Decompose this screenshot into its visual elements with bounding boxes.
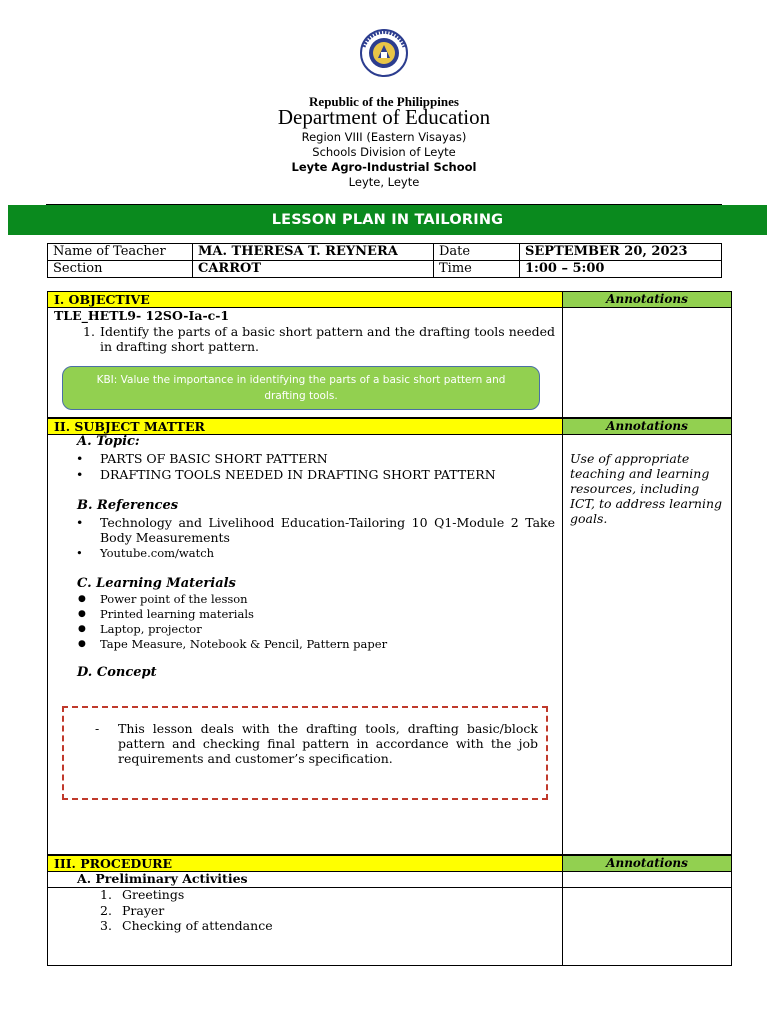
preliminary-annotation-cell (562, 871, 732, 888)
material-item: ● Laptop, projector (78, 622, 202, 636)
date-value: SEPTEMBER 20, 2023 (520, 244, 722, 261)
step-item: Checking of attendance (122, 918, 273, 933)
school-location: Leyte, Leyte (348, 175, 420, 189)
teacher-info-table (47, 243, 722, 278)
school-name: Leyte Agro-Industrial School (291, 160, 477, 174)
step-item: Prayer (122, 903, 165, 918)
objective-item-number: 1. (83, 324, 95, 339)
objective-annotations-cell (562, 307, 732, 418)
division-line: Schools Division of Leyte (312, 145, 456, 159)
steps-annotation-cell (562, 887, 732, 966)
reference-item: • Technology and Livelihood Education-Tailoring 10 Q1-Module 2 Take Body Measurements (100, 515, 555, 545)
department-title: Department of Education (277, 105, 491, 129)
material-item: ● Printed learning materials (78, 607, 254, 621)
material-text: Printed learning materials (100, 607, 254, 621)
subject-annotation-text: Use of appropriate teaching and learning resources, including ICT, to address learning goals. (570, 451, 723, 526)
objective-item: Identify the parts of a basic short pattern and the drafting tools needed in drafting short pattern. (100, 324, 555, 354)
material-item: ● Tape Measure, Notebook & Pencil, Pattern paper (78, 637, 388, 651)
objective-heading: I. OBJECTIVE (47, 291, 563, 308)
step-number: 1. (100, 887, 112, 902)
section-label: Section (48, 261, 193, 278)
procedure-annotations-header: Annotations (562, 855, 732, 872)
subject-annotations-header: Annotations (562, 418, 732, 435)
topic-item: • DRAFTING TOOLS NEEDED IN DRAFTING SHORT PATTERN (100, 467, 496, 482)
material-text: Power point of the lesson (100, 592, 248, 606)
step-number: 3. (100, 918, 112, 933)
date-label: Date (434, 244, 520, 261)
republic-line: Republic of the Philippines (309, 94, 459, 109)
time-value: 1:00 – 5:00 (520, 261, 722, 278)
concept-label: D. Concept (77, 665, 157, 680)
reference-item: • Youtube.com/watch (100, 546, 214, 561)
subject-matter-heading: II. SUBJECT MATTER (47, 418, 563, 435)
materials-label: C. Learning Materials (77, 576, 236, 591)
section-value: CARROT (193, 261, 434, 278)
objective-annotations-header: Annotations (562, 291, 732, 308)
lesson-plan-banner: LESSON PLAN IN TAILORING (8, 205, 767, 235)
procedure-heading: III. PROCEDURE (47, 855, 563, 872)
topic-label: A. Topic: (77, 434, 140, 449)
teacher-value: MA. THERESA T. REYNERA (193, 244, 434, 261)
material-text: Tape Measure, Notebook & Pencil, Pattern paper (100, 637, 388, 651)
material-text: Laptop, projector (100, 622, 202, 636)
concept-dash: - (95, 721, 100, 736)
competency-code: TLE_HETL9- 12SO-Ia-c-1 (54, 308, 230, 323)
preliminary-label: A. Preliminary Activities (77, 871, 248, 886)
deped-seal-logo (352, 28, 416, 78)
step-number: 2. (100, 903, 112, 918)
kbi-callout: KBI: Value the importance in identifying the parts of a basic short pattern and drafting tools. (62, 366, 540, 410)
material-item: ● Power point of the lesson (78, 592, 248, 606)
region-line: Region VIII (Eastern Visayas) (301, 130, 467, 144)
topic-item: • PARTS OF BASIC SHORT PATTERN (100, 451, 328, 466)
teacher-label: Name of Teacher (48, 244, 193, 261)
references-label: B. References (77, 498, 179, 513)
step-item: Greetings (122, 887, 185, 902)
concept-text: This lesson deals with the drafting tools, drafting basic/block pattern and checking final pattern in accordance with the job requirements and customer’s specification. (118, 721, 538, 766)
time-label: Time (434, 261, 520, 278)
